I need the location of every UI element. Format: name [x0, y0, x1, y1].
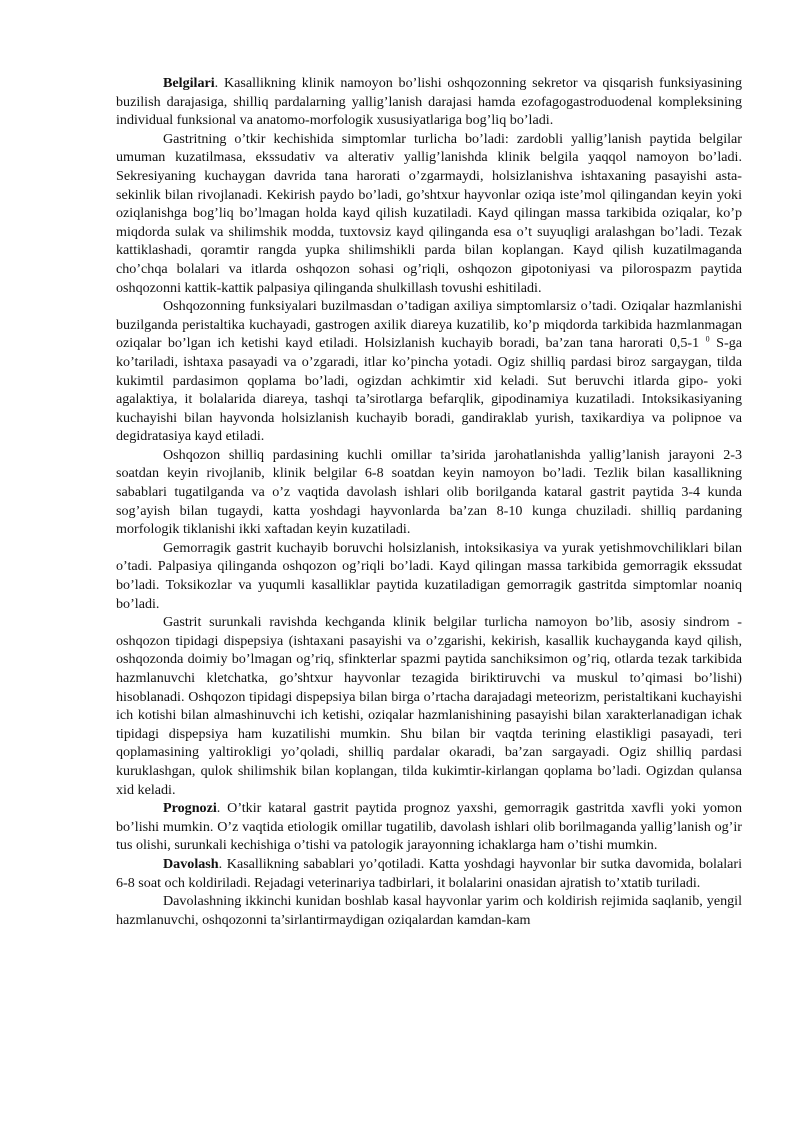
paragraph-text: S-ga ko’tariladi, ishtaxa pasayadi va o’zgaradi, itlar ko’pincha yotadi. Ogiz shilliq pardasi biroz sargaygan, tilda kukimtil pardasimon qoplama bo’ladi, ogizdan achkimtir xid keladi. Sut beruvchi itlarda gipo- yoki agalaktiya, it bolalarida diareya, tashqi ta’sirotlarga befarqlik, gipodinamiya kuzatiladi. Intoksikasiyaning kuchayishi bilan hayvonda holsizlanish kuchayib boradi, gandiraklab yurish, taxikardiya va polipnoe va degidratasiya kayd etiladi. [116, 335, 743, 445]
degree-superscript: 0 [705, 334, 710, 344]
paragraph-text: Gemorragik gastrit kuchayib boruvchi holsizlanish, intoksikasiya va yurak yetishmovchiliklari bilan o’tadi. Palpasiya qilinganda oshqozon og’riqli bo’ladi. Kayd qilingan massa tarkibida gemorragik ekssudat bo’ladi. Toksikozlar va yuqumli kasalliklar paytida kuzatiladigan gemorragik gastritda simptomlar noaniq bo’ladi. [116, 539, 742, 612]
paragraph-prognozi [116, 799, 742, 855]
paragraph-treatment-continued [116, 892, 742, 929]
paragraph-chronic-gastritis [116, 613, 742, 799]
heading-davolash: Davolash [163, 855, 219, 872]
paragraph-text: . O’tkir kataral gastrit paytida prognoz yaxshi, gemorragik gastritda xavfli yoki yomon bo’lishi mumkin. O’z vaqtida etiologik omillar tugatilib, davolash ishlari olib borilmaganda yallig’lanish og’ir tus olishi, surunkali kechishiga o’tishi va patologik jarayonning ichaklarga ham o’tishi mumkin. [116, 800, 742, 854]
paragraph-text: Gastritning o’tkir kechishida simptomlar turlicha bo’ladi: zardobli yallig’lanish paytida belgilar umuman kuzatilmasa, ekssudativ va alterativ yallig’lanishda klinik belgila yaqqol namoyon bo’ladi. Sekresiyaning kuchaygan davrida tana harorati o’zgarmaydi, holsizlanishva ishtaxaning pasayishi asta-sekinlik bilan rivojlanadi. Kekirish paydo bo’ladi, go’shtxur hayvonlar oziqa iste’mol qilingandan keyin yoki oziqlanishga bog’liq bo’lmagan holda kayd qilish kuzatiladi. Kayd qilingan massa tarkibida oziqalar, ko’p miqdorda sulak va shilimshik modda, tuxtovsiz kayd qilinganda esa o’t suyuqligi aralashgan bo’ladi. Tezak kattiklashadi, qoramtir rangda yupka shilimshikli parda bilan koplangan. Kayd qilish kuzatilmaganda cho’chqa bolalari va itlarda oshqozon sohasi og’riqli, oshqozon gipotoniyasi va pilorospazm paytida oshqozonni kattik-kattik palpasiya qilinganda shulkillash tovushi eshitiladi. [116, 130, 742, 296]
paragraph-text: . Kasallikning klinik namoyon bo’lishi oshqozonning sekretor va qisqarish funksiyasining buzilish darajasiga, shilliq pardalarning yallig’lanish darajasi hamda ezofagogastroduodenal kompleksining individual funksional va anatomo-morfologik xususiyatlariga bog’liq bo’ladi. [116, 75, 742, 129]
heading-prognozi: Prognozi [163, 800, 217, 817]
paragraph-hemorrhagic-gastritis [116, 539, 742, 613]
paragraph-text: Oshqozon shilliq pardasining kuchli omillar ta’sirida jarohatlanishda yallig’lanish jarayoni 2-3 soatdan keyin rivojlanib, klinik belgilar 6-8 soatdan keyin namoyon bo’ladi. Tezlik bilan kasallikning sabablari tugatilganda va o’z vaqtida davolash ishlari olib borilganda kataral gastrit paytida 3-4 kunda sog’ayish bilan tugaydi, katta yoshdagi hayvonlarda ba’zan 8-10 kunga chuziladi. shilliq pardaning morfologik tiklanishi ikki xaftadan keyin kuzatiladi. [116, 446, 742, 538]
paragraph-text: Oshqozonning funksiyalari buzilmasdan o’tadigan axiliya simptomlarsiz o’tadi. Oziqalar hazmlanishi buzilganda peristaltika kuchayadi, gastrogen axilik diareya kuzatilib, ko’p miqdorda tarkibida hazmlanmagan oziqalar bo’lgan ich ketishi kayd etiladi. Holsizlanish kuchayib boradi, ba’zan tana harorati 0,5-1 [116, 298, 742, 352]
paragraph-davolash [116, 855, 742, 892]
heading-belgilari: Belgilari [163, 75, 215, 91]
document-page [116, 74, 742, 929]
paragraph-text: . Kasallikning sabablari yo’qotiladi. Katta yoshdagi hayvonlar bir sutka davomida, bolalari 6-8 soat och koldiriladi. Rejadagi veterinariya tadbirlari, it bolalarini onasidan ajratish to’xtatib turiladi. [116, 855, 742, 891]
paragraph-acute-gastritis [116, 130, 742, 297]
paragraph-belgilari [116, 74, 742, 130]
paragraph-text: Davolashning ikkinchi kunidan boshlab kasal hayvonlar yarim och koldirish rejimida saqlanib, yengil hazmlanuvchi, oshqozonni ta’sirlantirmaydigan oziqalardan kamdan-kam [116, 893, 742, 928]
paragraph-text: Gastrit surunkali ravishda kechganda klinik belgilar turlicha namoyon bo’lib, asosiy sindrom - oshqozon tipidagi dispepsiya (ishtaxani pasayishi va o’zgarishi, kekirish, kasallik kuchayganda kayd qilish, oshqozonda doimiy bo’lmagan og’riq, sfinkterlar spazmi paytida sanchiksimon og’riq, otlarda tezak tarkibida hazmlanuvchi kletchatka, go’shtxur hayvonlar tezagida biriktiruvchi va muskul to’qimasi bo’lishi) hisoblanadi. Oshqozon tipidagi dispepsiya bilan birga o’rtacha darajadagi meteorizm, peristaltikani kuchayishi ich kotishi bilan almashinuvchi ich ketishi, oziqalar hazmlanishining pasayishi bilan xarakterlanadigan ichak tipidagi dispepsiya ham kuzatilishi mumkin. Shu bilan bir vaqtda terining elastikligi pasayadi, teri qoplamasining yaltirokligi yo’qoladi, shilliq pardalar okaradi, ba’zan sargayadi. Ogiz shilliq pardasi kuruklashgan, qulok shilimshik bilan koplangan, tilda kukimtir-kirlangan qoplama bo’ladi. Ogizdan qulansa xid keladi. [116, 614, 742, 798]
paragraph-mucosa-injury [116, 446, 742, 539]
paragraph-axilia [116, 297, 742, 446]
